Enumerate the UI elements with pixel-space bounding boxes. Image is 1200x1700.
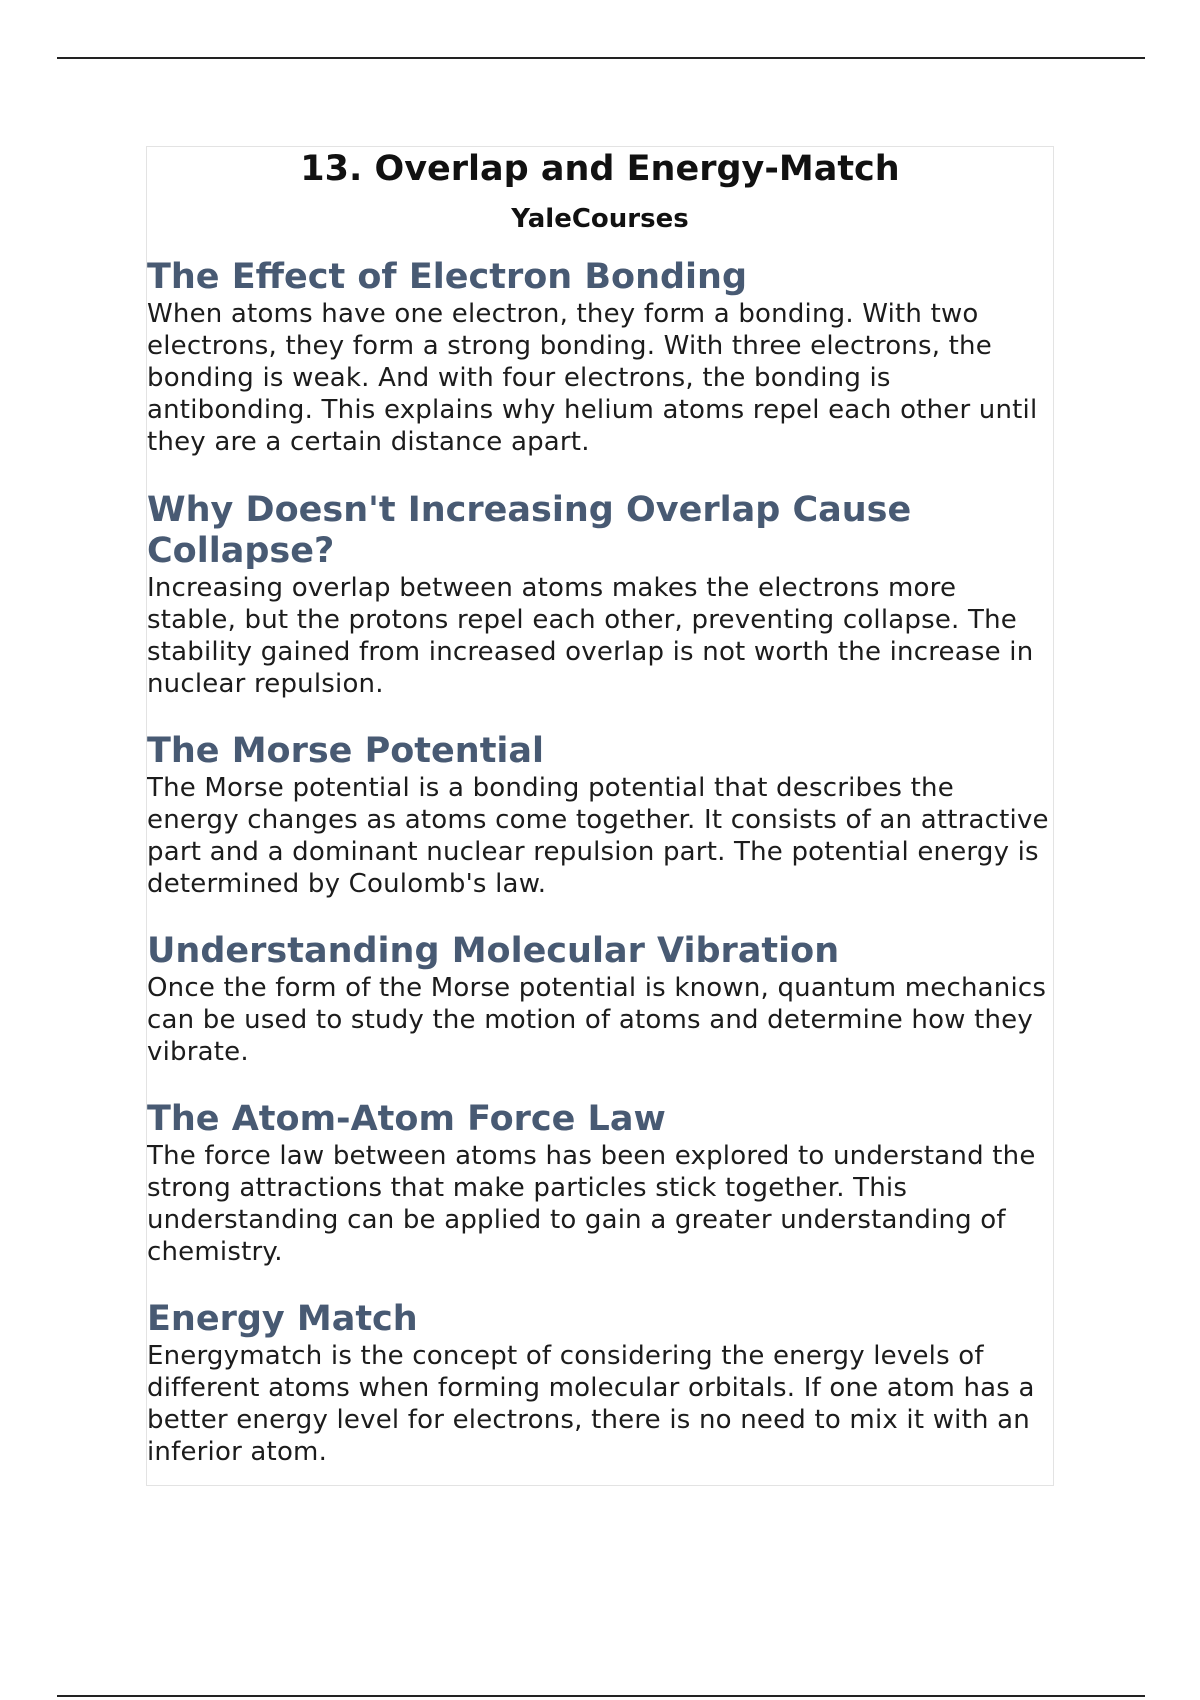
section-heading: The Morse Potential xyxy=(147,731,545,771)
section-force-law xyxy=(147,1099,1053,1268)
section-heading: Why Doesn't Increasing Overlap Cause Collapse? xyxy=(147,490,912,571)
document-title: 13. Overlap and Energy-Match xyxy=(300,149,900,189)
section-body: When atoms have one electron, they form a bonding. With two electrons, they form a strong bonding. With three electrons, the bonding is weak. And with four electrons, the bonding is antibonding. This explains why helium atoms repel each other until they are a certain distance apart. xyxy=(147,299,1038,457)
section-heading: The Effect of Electron Bonding xyxy=(147,257,748,297)
section-body: The force law between atoms has been explored to understand the strong attractions that make particles stick together. This understanding can be applied to gain a greater understanding of chemistry. xyxy=(147,1141,1036,1267)
section-body: The Morse potential is a bonding potential that describes the energy changes as atoms come together. It consists of an attractive part and a dominant nuclear repulsion part. The potential energy is determined by Coulomb's law. xyxy=(147,773,1049,899)
section-overlap-collapse xyxy=(147,490,1053,700)
section-heading: The Atom-Atom Force Law xyxy=(147,1099,666,1139)
section-body: Energymatch is the concept of considering the energy levels of different atoms when forming molecular orbitals. If one atom has a better energy level for electrons, there is no need to mix it with an inferior atom. xyxy=(147,1341,1035,1467)
section-heading: Understanding Molecular Vibration xyxy=(147,931,840,971)
bottom-rule xyxy=(57,1695,1145,1697)
top-rule xyxy=(57,57,1145,59)
section-electron-bonding xyxy=(147,257,1053,458)
section-energy-match xyxy=(147,1299,1053,1468)
section-body: Increasing overlap between atoms makes the electrons more stable, but the protons repel each other, preventing collapse. The stability gained from increased overlap is not worth the increase in nuclear repulsion. xyxy=(147,573,1034,699)
section-molecular-vibration xyxy=(147,931,1053,1068)
section-heading: Energy Match xyxy=(147,1299,418,1339)
section-morse-potential xyxy=(147,731,1053,900)
section-body: Once the form of the Morse potential is known, quantum mechanics can be used to study the motion of atoms and determine how they vibrate. xyxy=(147,973,1047,1067)
document-author: YaleCourses xyxy=(511,204,689,234)
document-page xyxy=(146,146,1054,1486)
